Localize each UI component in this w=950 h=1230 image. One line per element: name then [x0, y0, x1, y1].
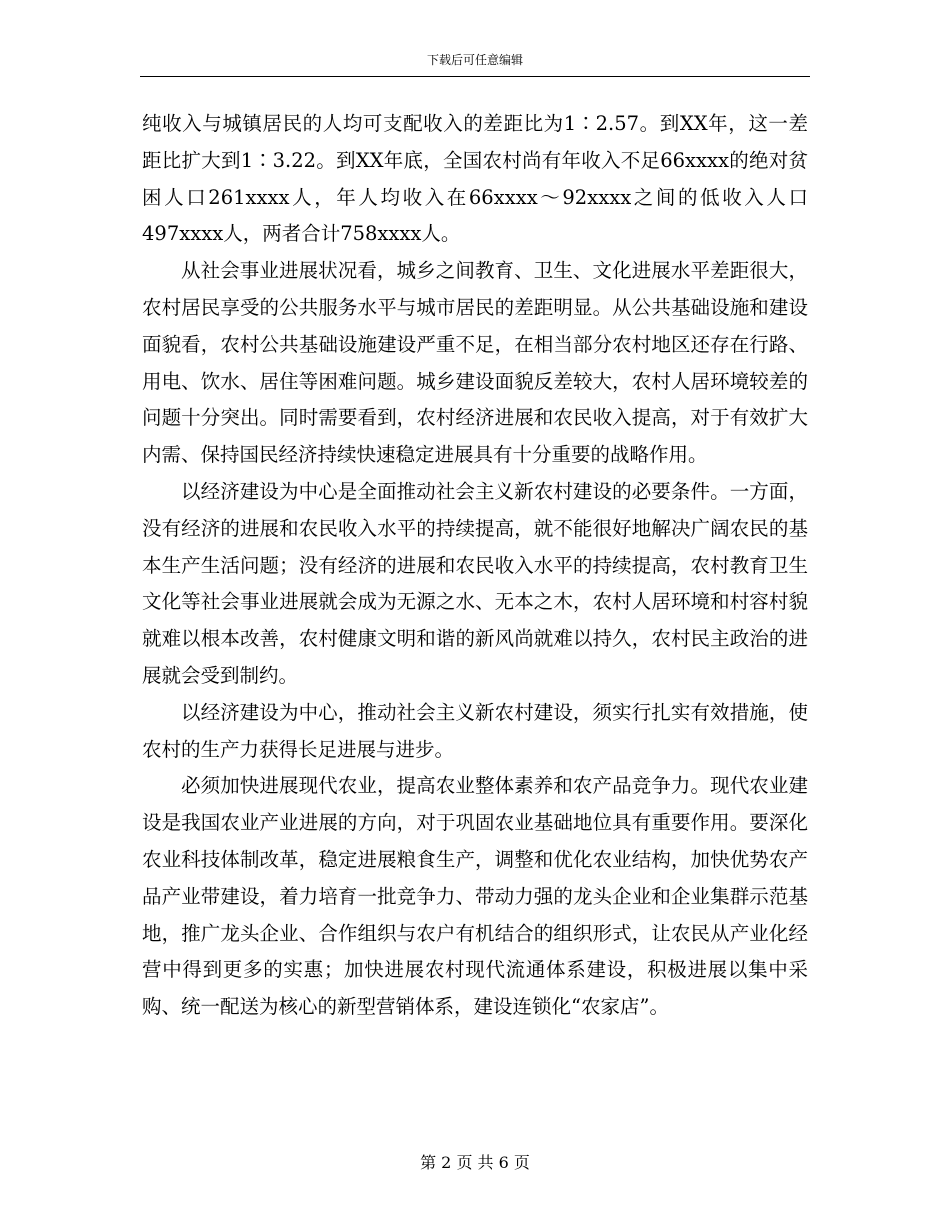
- paragraph-3: 以经济建设为中心是全面推动社会主义新农村建设的必要条件。一方面，没有经济的进展和农民收入水平的持续提高，就不能很好地解决广阔农民的基本生产生活问题；没有经济的进展和农民收入水平的持续提高，农村教育卫生文化等社会事业进展就会成为无源之水、无本之木，农村人居环境和村容村貌就难以根本改善，农村健康文明和谐的新风尚就难以持久，农村民主政治的进展就会受到制约。: [142, 479, 808, 687]
- paragraph-2: 从社会事业进展状况看，城乡之间教育、卫生、文化进展水平差距很大，农村居民享受的公共服务水平与城市居民的差距明显。从公共基础设施和建设面貌看，农村公共基础设施建设严重不足，在相当部分农村地区还存在行路、用电、饮水、居住等困难问题。城乡建设面貌反差较大，农村人居环境较差的问题十分突出。同时需要看到，农村经济进展和农民收入提高，对于有效扩大内需、保持国民经济持续快速稳定进展具有十分重要的战略作用。: [142, 259, 808, 467]
- page-header: 下载后可任意编辑: [426, 53, 523, 67]
- paragraph-1: 纯收入与城镇居民的人均可支配收入的差距比为1∶2.57。到XX年，这一差距比扩大到1∶3.22。到XX年底，全国农村尚有年收入不足66xxxx的绝对贫困人口261xxxx人，年人均收入在66xxxx～92xxxx之间的低收入人口497xxxx人，两者合计758xxxx人。: [142, 112, 808, 246]
- header-divider: [140, 76, 810, 77]
- document-body: [142, 106, 808, 1026]
- page-number-footer: 第 2 页 共 6 页: [420, 1153, 530, 1172]
- paragraph-5: 必须加快进展现代农业，提高农业整体素养和农产品竞争力。现代农业建设是我国农业产业进展的方向，对于巩固农业基础地位具有重要作用。要深化农业科技体制改革，稳定进展粮食生产，调整和优化农业结构，加快优势农产品产业带建设，着力培育一批竞争力、带动力强的龙头企业和企业集群示范基地，推广龙头企业、合作组织与农户有机结合的组织形式，让农民从产业化经营中得到更多的实惠；加快进展农村现代流通体系建设，积极进展以集中采购、统一配送为核心的新型营销体系，建设连锁化“农家店”。: [142, 774, 808, 1019]
- paragraph-4: 以经济建设为中心，推动社会主义新农村建设，须实行扎实有效措施，使农村的生产力获得长足进展与进步。: [142, 700, 808, 761]
